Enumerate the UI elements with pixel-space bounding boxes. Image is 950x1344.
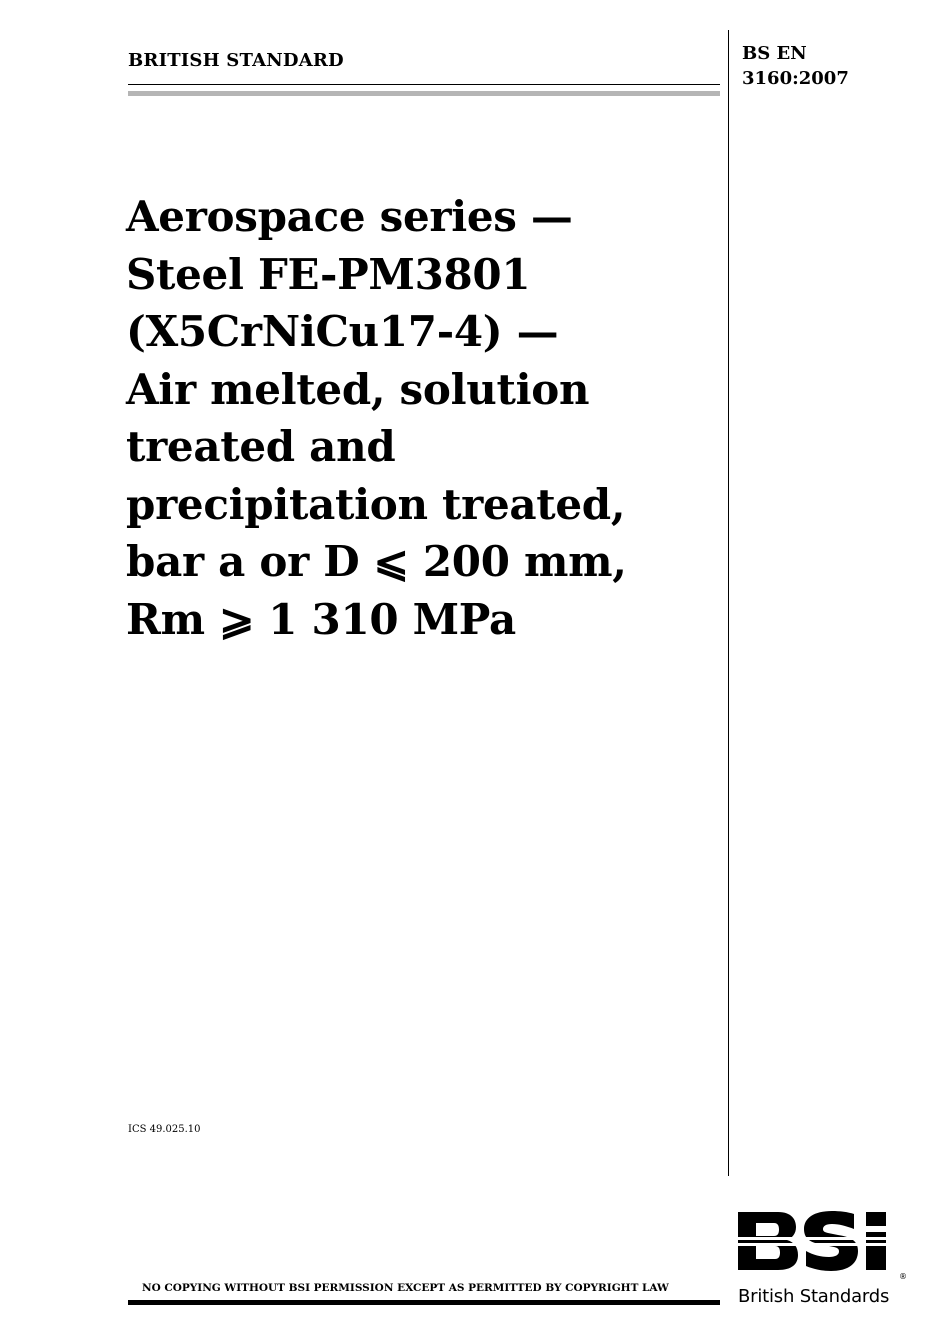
document-title [126, 188, 716, 648]
title-line: Steel FE-PM3801 [126, 249, 531, 299]
bsi-wordmark-icon [736, 1210, 898, 1272]
title-line: Aerospace series — [126, 192, 573, 241]
footer-rule [128, 1300, 720, 1305]
column-divider [728, 30, 729, 1176]
bsi-logo [736, 1210, 908, 1310]
registered-mark: ® [899, 1272, 907, 1281]
header-rule-thin [128, 84, 720, 85]
title-line: bar a or D ⩽ 200 mm, [126, 537, 627, 586]
header-rule-thick [128, 91, 720, 96]
bsi-logo-name: British Standards [738, 1286, 890, 1307]
document-type-label: BRITISH STANDARD [128, 50, 344, 71]
title-line: treated and [126, 422, 396, 471]
designation-line-2: 3160:2007 [742, 68, 849, 89]
title-line: precipitation treated, [126, 479, 626, 529]
copyright-notice: NO COPYING WITHOUT BSI PERMISSION EXCEPT AS PERMITTED BY COPYRIGHT LAW [142, 1282, 669, 1294]
title-line: Rm ⩾ 1 310 MPa [126, 594, 516, 644]
designation-line-1: BS EN [742, 43, 807, 64]
standard-designation [742, 41, 849, 91]
ics-code: ICS 49.025.10 [128, 1124, 201, 1135]
title-line: (X5CrNiCu17-4) — [126, 307, 559, 356]
title-line: Air melted, solution [126, 364, 590, 414]
